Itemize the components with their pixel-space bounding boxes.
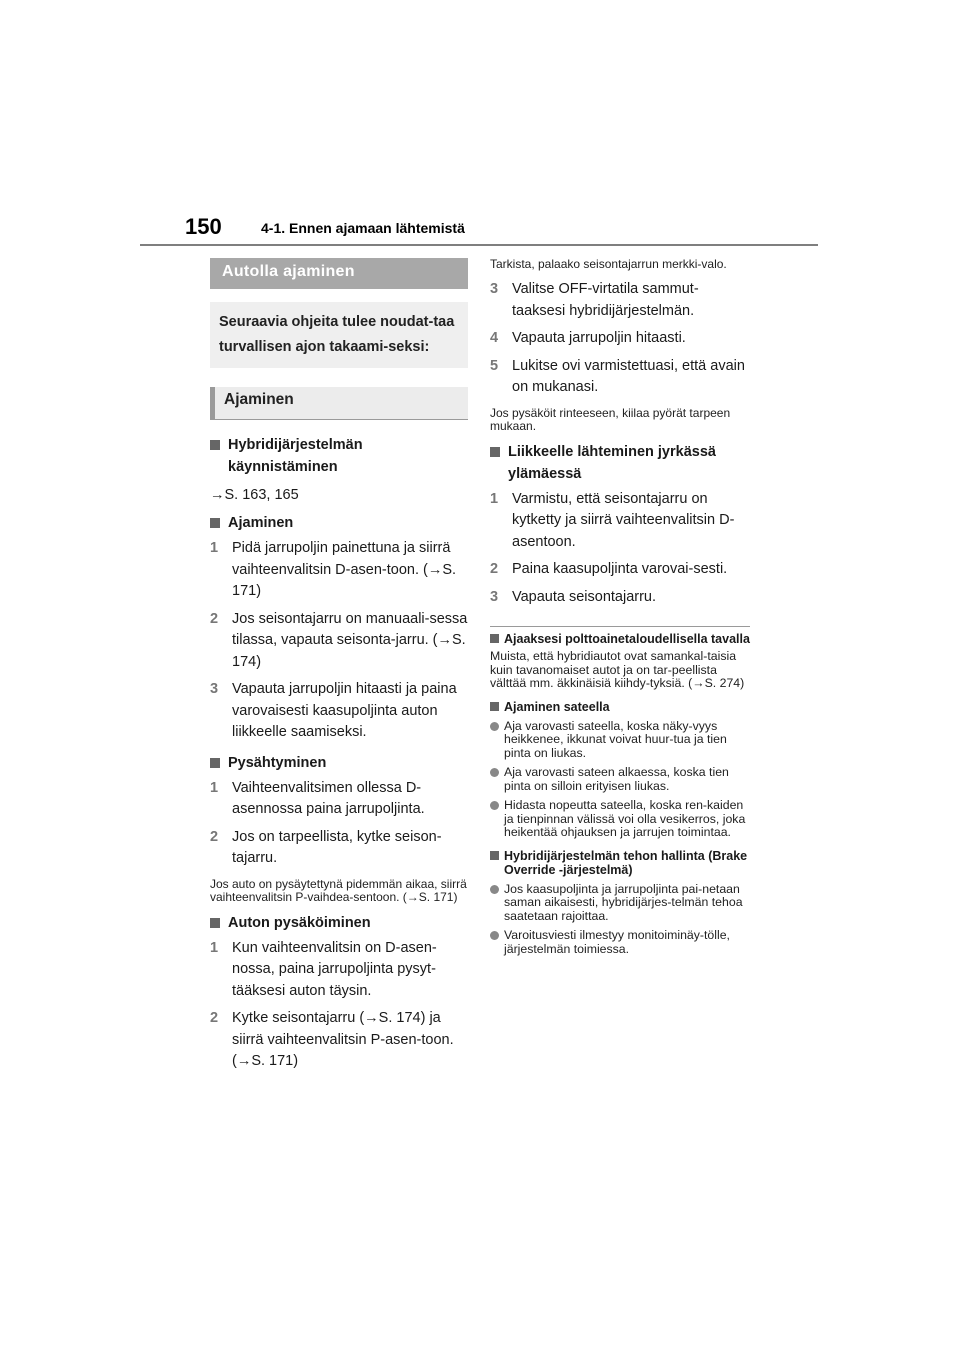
step-item: [210, 1008, 468, 1073]
note-text: Jos auto on pysäytettynä pidemmän aikaa, siirrä vaihteenvalitsin P-vaihdea-sentoon. (→S. 171): [210, 876, 467, 904]
bullet-text: Jos kaasupoljinta ja jarrupoljinta pai-netaan saman aikaisesti, hybridijärjes-telmän tehoa saatetaan rajoittaa.: [504, 881, 743, 923]
square-bullet-icon: [490, 447, 500, 457]
heading-parking: [210, 912, 468, 934]
step-text: Valitse OFF-virtatila sammut-taaksesi hybridijärjestelmän.: [512, 281, 699, 319]
step-text: Pidä jarrupoljin painettuna ja siirrä vaihteenvalitsin D-asen-toon. (→S. 171): [232, 540, 457, 599]
square-bullet-icon: [210, 518, 220, 528]
step-item: [490, 559, 750, 581]
step-number: 2: [210, 828, 219, 845]
step-item: [210, 679, 468, 744]
step-text: Paina kaasupoljinta varovai-sesti.: [512, 561, 728, 577]
bullet-item: [490, 929, 750, 956]
right-column: [490, 258, 750, 956]
step-item: [210, 778, 468, 821]
step-text: Vaihteenvalitsimen ollessa D-asennossa paina jarrupoljinta.: [232, 779, 425, 817]
bullet-item: [490, 799, 750, 840]
heading-text: Auton pysäköiminen: [228, 914, 371, 931]
step-item: [490, 356, 750, 399]
step-item: [210, 827, 468, 870]
sub-band-driving: Ajaminen: [210, 387, 468, 420]
step-number: 2: [490, 561, 499, 577]
bullet-item: [490, 883, 750, 924]
step-text: Varmistu, että seisontajarru on kytketty ja siirrä vaihteenvalitsin D-asentoon.: [512, 490, 735, 550]
chapter-band: Autolla ajaminen: [210, 258, 468, 289]
subheading-rain: [490, 700, 750, 714]
circle-bullet-icon: [490, 885, 499, 894]
step-number: 1: [210, 540, 219, 556]
step-item: [490, 279, 750, 322]
step-text: Jos seisontajarru on manuaali-sessa tilassa, vapauta seisonta-jarru. (→S. 174): [232, 610, 468, 670]
step-number: 5: [490, 357, 499, 374]
bullet-item: [490, 766, 750, 793]
subheading-brake-override: [490, 849, 750, 877]
circle-bullet-icon: [490, 768, 499, 777]
note-text: Tarkista, palaako seisontajarrun merkki-valo.: [490, 257, 727, 271]
step-number: 2: [210, 1010, 219, 1026]
step-text: Kun vaihteenvalitsin on D-asen-nossa, paina jarrupoljinta pysyt-tääksesi auton täysin.: [232, 939, 437, 999]
bullet-text: Aja varovasti sateella, koska näky-vyys heikkenee, ikkunat voivat huur-tua ja tien pinta on liukas.: [504, 718, 727, 760]
step-item: [490, 328, 750, 350]
square-bullet-icon: [210, 758, 220, 768]
step-item: [210, 938, 468, 1003]
step-number: 3: [490, 281, 499, 297]
heading-start-hybrid: [210, 434, 468, 478]
subheading-text: Hybridijärjestelmän tehon hallinta (Brake Override -järjestelmä): [504, 848, 748, 877]
left-column: [210, 258, 468, 1073]
square-bullet-icon: [490, 702, 499, 711]
circle-bullet-icon: [490, 722, 499, 731]
step-number: 1: [490, 490, 499, 507]
step-number: 1: [210, 939, 219, 956]
square-bullet-icon: [490, 851, 499, 860]
circle-bullet-icon: [490, 931, 499, 940]
step-item: [210, 538, 468, 603]
page-number: 150: [185, 214, 222, 239]
bullet-text: Hidasta nopeutta sateella, koska ren-kaiden ja tienpinnan välissä voi olla vesikerros, joka heikentää ohjauksen ja jarrujen toimintaa.: [504, 798, 746, 839]
heading-stopping: [210, 752, 468, 774]
square-bullet-icon: [210, 918, 220, 928]
heading-text: Ajaminen: [228, 515, 294, 531]
step-number: 2: [210, 610, 219, 627]
heading-text: Hybridijärjestelmän käynnistäminen: [228, 437, 363, 475]
subheading-text: Ajaminen sateella: [504, 699, 610, 714]
header-rule: [140, 244, 818, 246]
circle-bullet-icon: [490, 801, 499, 810]
step-text: Vapauta seisontajarru.: [512, 588, 657, 605]
step-item: [490, 489, 750, 554]
bullet-item: [490, 720, 750, 761]
intro-box: Seuraavia ohjeita tulee noudat-taa turvallisen ajon takaami-seksi:: [210, 302, 468, 368]
square-bullet-icon: [490, 634, 499, 643]
bullet-text: Aja varovasti sateen alkaessa, koska tien pinta on silloin erityisen liukas.: [504, 765, 729, 793]
step-item: [210, 609, 468, 674]
subheading-text: Ajaaksesi polttoainetaloudellisella tavalla: [504, 632, 750, 646]
heading-hill-start: [490, 441, 750, 485]
step-number: 4: [490, 330, 499, 346]
heading-text: Pysähtyminen: [228, 754, 327, 771]
paragraph: Muista, että hybridiautot ovat samankal-taisia kuin tavanomaiset autot ja on tar-peellista välttää mm. äkkinäisiä kiihdy-tyksiä. (→S. 274): [490, 649, 745, 690]
heading-driving: [210, 512, 468, 534]
section-divider: [490, 626, 750, 627]
page-reference: →S. 163, 165: [210, 487, 299, 503]
step-text: Vapauta jarrupoljin hitaasti ja paina varovaisesti kaasupoljinta auton liikkeelle saamiseksi.: [232, 681, 457, 740]
step-number: 3: [210, 681, 219, 697]
note-text: Jos pysäköit rinteeseen, kiilaa pyörät tarpeen mukaan.: [490, 405, 731, 433]
step-text: Lukitse ovi varmistettuasi, että avain on mukanasi.: [512, 357, 745, 395]
step-text: Vapauta jarrupoljin hitaasti.: [512, 330, 686, 346]
square-bullet-icon: [210, 440, 220, 450]
step-text: Kytke seisontajarru (→S. 174) ja siirrä vaihteenvalitsin P-asen-toon. (→S. 171): [232, 1010, 454, 1069]
bullet-text: Varoitusviesti ilmestyy monitoiminäy-tölle, järjestelmän toimiessa.: [504, 928, 730, 956]
subheading-economy: [490, 632, 750, 646]
step-number: 3: [490, 588, 499, 605]
step-item: [490, 587, 750, 609]
step-text: Jos on tarpeellista, kytke seison-tajarru.: [232, 828, 442, 866]
heading-text: Liikkeelle lähteminen jyrkässä ylämäessä: [508, 443, 716, 482]
step-number: 1: [210, 779, 219, 796]
section-title: 4-1. Ennen ajamaan lähtemistä: [261, 220, 465, 236]
